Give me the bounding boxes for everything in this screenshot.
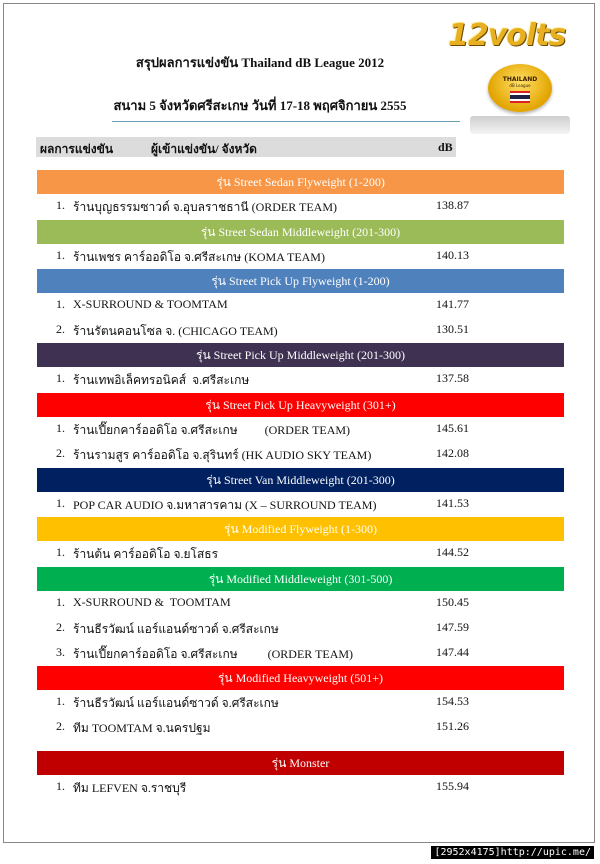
category-band: รุ่น Street Pick Up Flyweight (1-200)	[37, 269, 564, 293]
page-subtitle: สนาม 5 จังหวัดศรีสะเกษ วันที่ 17-18 พฤศจิกายน 2555	[113, 98, 407, 113]
participant-name: X-SURROUND & TOOMTAM	[73, 595, 231, 609]
participant-name: ร้านบุญธรรมซาวด์ จ.อุบลราชธานี (ORDER TEAM)	[73, 200, 338, 214]
participant-name: ร้านเทพอิเล็คทรอนิคส์ จ.ศรีสะเกษ	[73, 373, 250, 387]
badge-pedestal	[470, 116, 570, 134]
result-row	[56, 322, 486, 340]
result-row	[56, 371, 486, 389]
category-band: รุ่น Modified Heavyweight (501+)	[37, 666, 564, 690]
participant-name: ร้านเพชร คาร์ออดิโอ จ.ศรีสะเกษ (KOMA TEAM)	[73, 250, 325, 264]
result-row	[56, 620, 486, 638]
result-row	[56, 496, 486, 514]
header-db: dB	[438, 140, 453, 154]
db-value: 154.53	[436, 694, 469, 708]
participant-name: ร้านรามสูร คาร์ออดิโอ จ.สุรินทร์ (HK AUDIO SKY TEAM)	[73, 448, 372, 462]
result-row	[56, 595, 486, 613]
rank-number: 2.	[56, 446, 65, 460]
db-value: 138.87	[436, 198, 469, 212]
rank-number: 1.	[56, 421, 65, 435]
category-band: รุ่น Street Sedan Flyweight (1-200)	[37, 170, 564, 194]
participant-name: ร้านธีรวัฒน์ แอร์แอนด์ซาวด์ จ.ศรีสะเกษ	[73, 622, 279, 636]
rank-number: 1.	[56, 248, 65, 262]
rank-number: 2.	[56, 620, 65, 634]
rank-number: 1.	[56, 371, 65, 385]
category-band: รุ่น Modified Flyweight (1-300)	[37, 517, 564, 541]
rank-number: 3.	[56, 645, 65, 659]
db-value: 147.59	[436, 620, 469, 634]
db-value: 150.45	[436, 595, 469, 609]
category-band: รุ่น Monster	[37, 751, 564, 775]
db-value: 141.53	[436, 496, 469, 510]
rank-number: 1.	[56, 297, 65, 311]
rank-number: 1.	[56, 198, 65, 212]
result-row	[56, 297, 486, 315]
result-row	[56, 421, 486, 439]
participant-name: ร้านเปี๊ยกคาร์ออดิโอ จ.ศรีสะเกษ (ORDER TEAM)	[73, 423, 351, 437]
rank-number: 1.	[56, 496, 65, 510]
db-value: 140.13	[436, 248, 469, 262]
participant-name: X-SURROUND & TOOMTAM	[73, 297, 228, 311]
participant-name: ร้านเปี๊ยกคาร์ออดิโอ จ.ศรีสะเกษ (ORDER TEAM)	[73, 647, 354, 661]
header-result: ผลการแข่งขัน	[40, 142, 114, 156]
category-band: รุ่น Street Van Middleweight (201-300)	[37, 468, 564, 492]
page-title: สรุปผลการแข่งขัน Thailand dB League 2012	[135, 55, 385, 70]
title-divider	[112, 121, 460, 122]
league-badge-icon: THAILAND dB League	[488, 64, 552, 112]
result-row	[56, 694, 486, 712]
participant-name: POP CAR AUDIO จ.มหาสารคาม (X – SURROUND TEAM)	[73, 498, 377, 512]
participant-name: ทีม TOOMTAM จ.นครปฐม	[73, 721, 211, 735]
result-row	[56, 779, 486, 797]
db-value: 144.52	[436, 545, 469, 559]
rank-number: 1.	[56, 595, 65, 609]
db-value: 130.51	[436, 322, 469, 336]
participant-name: ร้านธีรวัฒน์ แอร์แอนด์ซาวด์ จ.ศรีสะเกษ	[73, 696, 279, 710]
db-value: 141.77	[436, 297, 469, 311]
watermark: [2952x4175]http://upic.me/	[431, 846, 594, 859]
header-participant: ผู้เข้าแข่งขัน/ จังหวัด	[151, 142, 257, 156]
participant-name: ร้านต้น คาร์ออดิโอ จ.ยโสธร	[73, 547, 219, 561]
db-value: 137.58	[436, 371, 469, 385]
rank-number: 1.	[56, 694, 65, 708]
brand-logo: 12volts	[448, 18, 566, 53]
participant-name: ทีม LEFVEN จ.ราชบุรี	[73, 781, 187, 795]
category-band: รุ่น Street Pick Up Heavyweight (301+)	[37, 393, 564, 417]
result-row	[56, 248, 486, 266]
participant-name: ร้านรัตนคอนโซล จ. (CHICAGO TEAM)	[73, 324, 278, 338]
rank-number: 1.	[56, 545, 65, 559]
result-row	[56, 198, 486, 216]
db-value: 151.26	[436, 719, 469, 733]
table-header	[36, 137, 456, 157]
category-band: รุ่น Modified Middleweight (301-500)	[37, 567, 564, 591]
rank-number: 1.	[56, 779, 65, 793]
db-value: 142.08	[436, 446, 469, 460]
rank-number: 2.	[56, 719, 65, 733]
result-row	[56, 545, 486, 563]
result-row	[56, 446, 486, 464]
category-band: รุ่น Street Sedan Middleweight (201-300)	[37, 220, 564, 244]
rank-number: 2.	[56, 322, 65, 336]
result-row	[56, 645, 486, 663]
db-value: 147.44	[436, 645, 469, 659]
result-row	[56, 719, 486, 737]
db-value: 145.61	[436, 421, 469, 435]
category-band: รุ่น Street Pick Up Middleweight (201-300)	[37, 343, 564, 367]
db-value: 155.94	[436, 779, 469, 793]
